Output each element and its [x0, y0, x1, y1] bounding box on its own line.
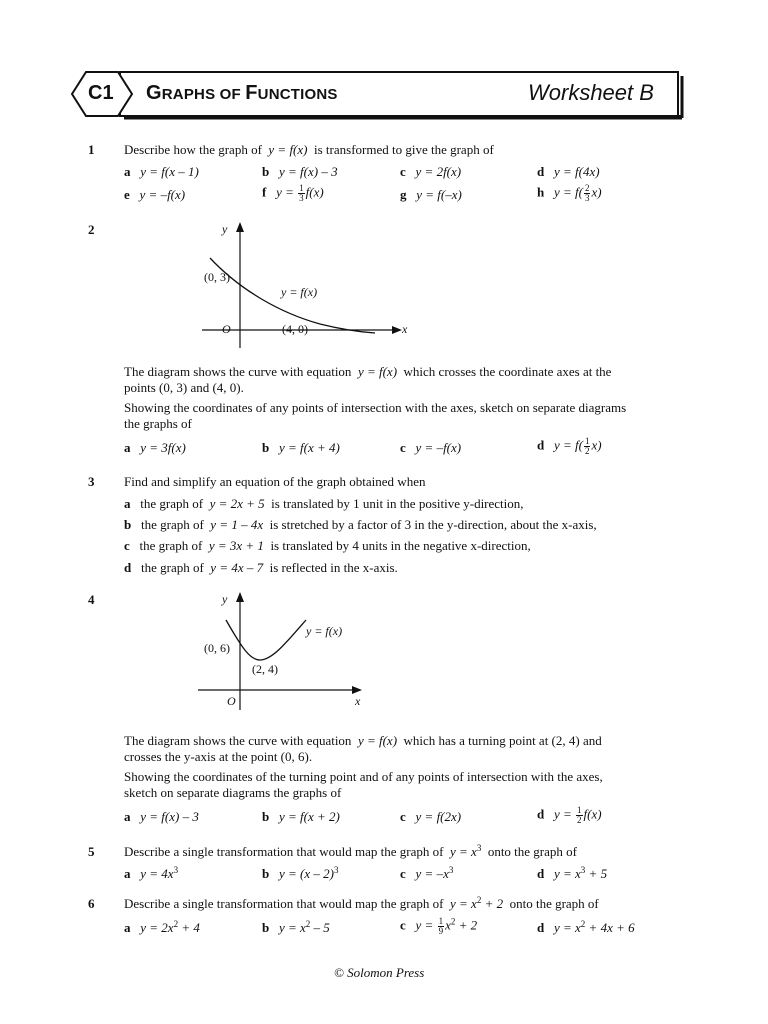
graph-point-label: (4, 0): [282, 322, 308, 336]
question-text: The diagram shows the curve with equation y = f(x) which has a turning point at (2, 4) and crosses the y-axis at the point (0, 6).: [124, 733, 602, 764]
question-stem: Find and simplify an equation of the graph obtained when: [124, 474, 426, 489]
part-q3b: b the graph of y = 1 – 4x is stretched by a factor of 3 in the y-direction, about the x-axis,: [124, 517, 597, 532]
part-q1e: e y = –f(x): [124, 187, 186, 202]
part-q1a: a y = f(x – 1): [124, 164, 199, 179]
curve-q4: [226, 620, 306, 660]
x-axis-arrow: [352, 686, 362, 694]
graph-x-label: x: [402, 322, 408, 336]
part-q1f: f y = $\frac{1}{3}$ f(x): [262, 183, 324, 203]
topic-badge: C1: [88, 82, 114, 104]
question-stem: Describe how the graph of y = f(x) is transformed to give the graph of: [124, 142, 494, 157]
part-q4a: a y = f(x) – 3: [124, 809, 199, 824]
graph-y-label: y: [222, 222, 228, 236]
part-q2a: a y = 3f(x): [124, 440, 186, 455]
part-q3a: a the graph of y = 2x + 5 is translated by 1 unit in the positive y-direction,: [124, 496, 524, 511]
part-q4d: d y = $\frac{1}{2}$ f(x): [537, 805, 602, 825]
question-number: 6: [88, 896, 95, 911]
graph-origin-label: O: [227, 694, 236, 708]
worksheet-label: Worksheet B: [528, 80, 654, 105]
question-text: Showing the coordinates of any points of intersection with the axes, sketch on separate diagrams the graphs of: [124, 400, 627, 431]
question-stem: Describe a single transformation that would map the graph of $y = x^3$ onto the graph of: [124, 843, 577, 859]
part-q6b: b $y = x^2 - 5$: [262, 919, 330, 935]
part-q5a: a $y = 4x^3$: [124, 865, 179, 881]
footer-copyright: © Solomon Press: [334, 965, 425, 980]
part-q1g: g y = f(–x): [400, 187, 462, 202]
part-q5b: b y = (x – 2)$^3$: [262, 865, 339, 881]
part-q1d: d y = f(4x): [537, 164, 600, 179]
part-q6d: d $y = x^2 + 4x + 6$: [537, 919, 635, 935]
x-axis-arrow: [392, 326, 402, 334]
part-q4b: b y = f(x + 2): [262, 809, 340, 824]
graph-point-label: (0, 6): [204, 641, 230, 655]
part-q3c: c the graph of y = 3x + 1 is translated by 4 units in the negative x-direction,: [124, 538, 531, 553]
question-text: The diagram shows the curve with equation y = f(x) which crosses the coordinate axes at the points (0, 3) and (4, 0).: [124, 364, 612, 395]
part-q6c: c y = $\frac{1}{9}$ $x^2 + 2$: [400, 916, 478, 936]
question-text: Showing the coordinates of the turning point and of any points of intersection with the axes, sketch on separate diagrams the graphs of: [124, 769, 603, 800]
part-q1c: c y = 2f(x): [400, 164, 462, 179]
graph-turning-label: (2, 4): [252, 662, 278, 676]
question-number: 2: [88, 222, 95, 237]
graph-curve-label: y = f(x): [306, 624, 343, 638]
part-q1b: b y = f(x) – 3: [262, 164, 338, 179]
part-q5d: d $y = x^3 + 5$: [537, 865, 608, 881]
question-number: 5: [88, 844, 95, 859]
graph-y-label: y: [222, 592, 228, 606]
question-stem: Describe a single transformation that would map the graph of $y = x^2 + 2$ onto the graph of: [124, 895, 599, 911]
graph-point-label: (0, 3): [204, 270, 230, 284]
graph-curve-label: y = f(x): [281, 285, 318, 299]
part-q4c: c y = f(2x): [400, 809, 462, 824]
part-q3d: d the graph of y = 4x – 7 is reflected in the x-axis.: [124, 560, 398, 575]
question-number: 1: [88, 142, 95, 157]
graph-x-label: x: [355, 694, 361, 708]
part-q1h: h y = f( $\frac{2}{3}$ x): [537, 183, 602, 203]
header-frame: [0, 0, 768, 130]
part-q5c: c $y = -x^3$: [400, 865, 454, 881]
part-q2b: b y = f(x + 4): [262, 440, 340, 455]
page-title: GRAPHS OF FUNCTIONS: [146, 82, 338, 104]
y-axis-arrow: [236, 222, 244, 232]
question-number: 3: [88, 474, 95, 489]
graph-origin-label: O: [222, 322, 231, 336]
part-q6a: a $y = 2x^2 + 4$: [124, 919, 200, 935]
question-number: 4: [88, 592, 95, 607]
y-axis-arrow: [236, 592, 244, 602]
part-q2d: d y = f( $\frac{1}{2}$ x): [537, 436, 602, 456]
part-q2c: c y = –f(x): [400, 440, 462, 455]
